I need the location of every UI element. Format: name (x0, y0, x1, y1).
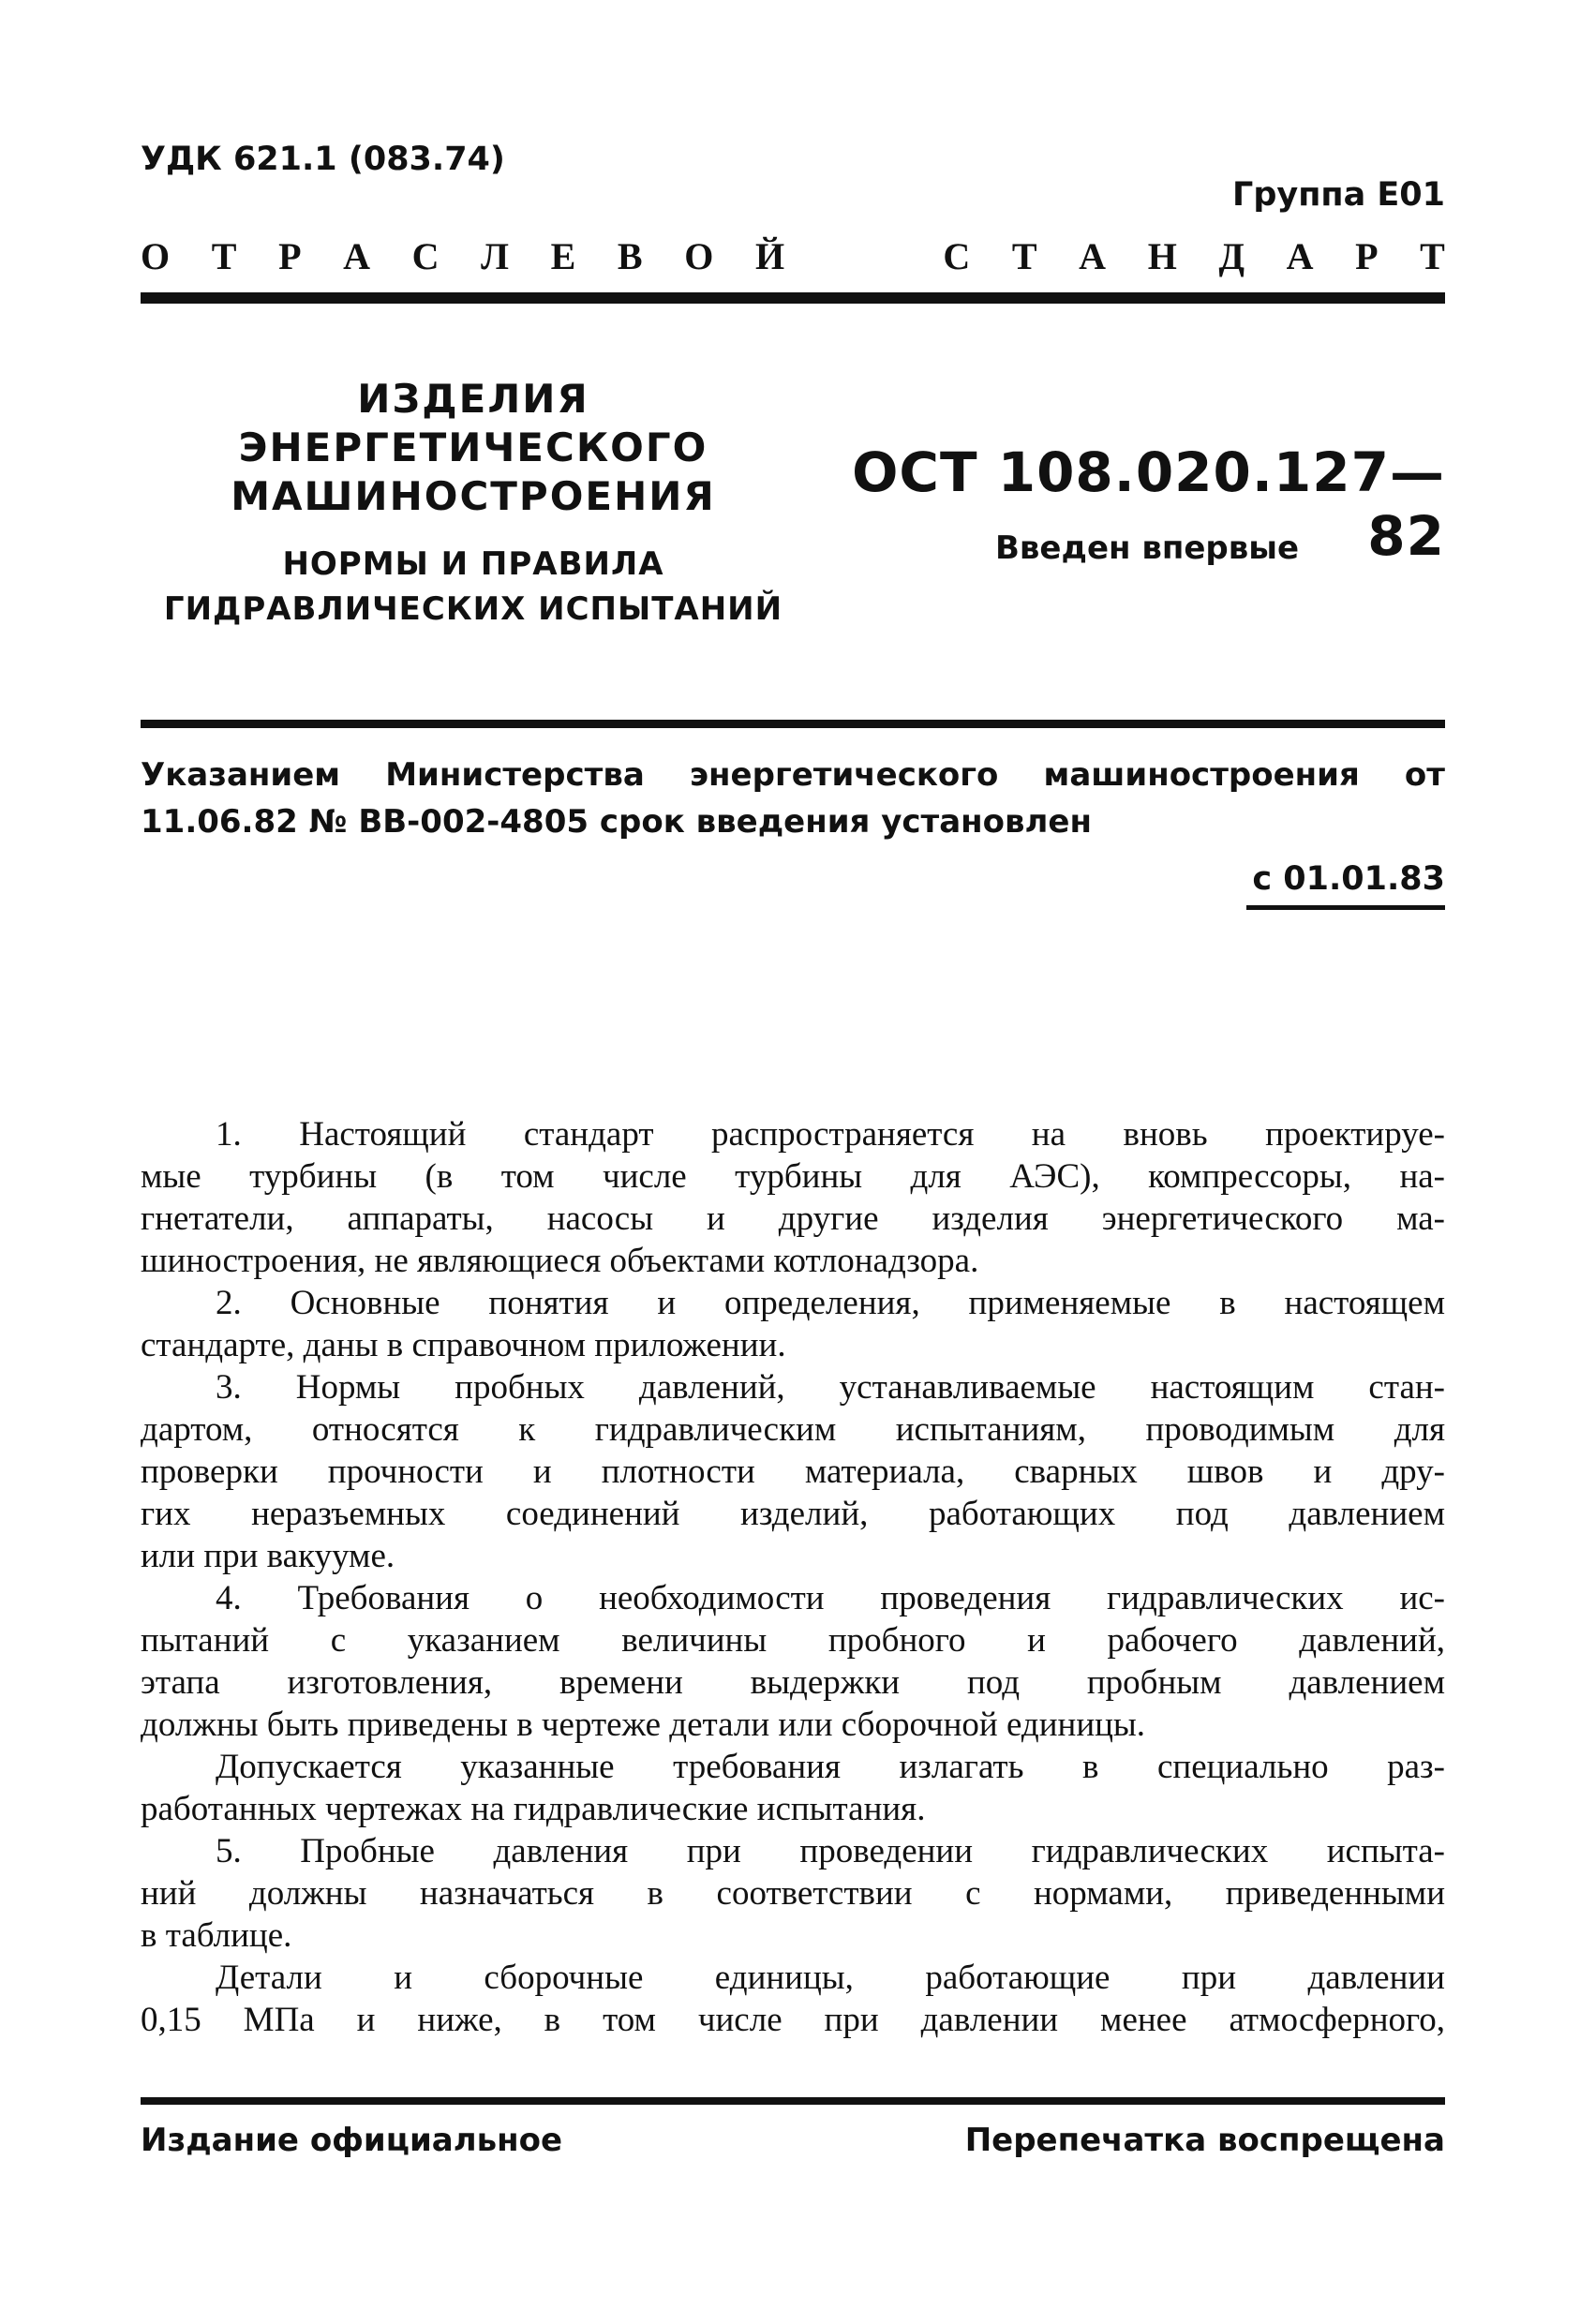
banner-letter: Т (211, 235, 237, 277)
body-text (141, 1113, 1445, 2041)
body-line: шиностроения, не являющиеся объектами котлонадзора. (141, 1242, 979, 1280)
banner-letter: С (411, 235, 440, 277)
banner-letter: Р (278, 235, 302, 277)
instruction-line: Указанием Министерства энергетического машиностроения от (141, 756, 1445, 794)
body-line: должны быть приведены в чертеже детали или сборочной единицы. (141, 1706, 1146, 1744)
body-line: Допускается указанные требования излагать в специально раз- (216, 1748, 1445, 1786)
middle-divider (141, 720, 1445, 728)
body-line: пытаний с указанием величины пробного и рабочего давлений, (141, 1621, 1445, 1660)
footer-divider (141, 2097, 1445, 2105)
body-line: ний должны назначаться в соответствии с нормами, приведенными (141, 1874, 1445, 1913)
banner-letter: А (343, 235, 371, 277)
banner-letter: Т (1011, 235, 1037, 277)
standard-number: ОСТ 108.020.127—82 (852, 440, 1445, 568)
subtitle-line: ГИДРАВЛИЧЕСКИХ ИСПЫТАНИЙ (163, 590, 783, 628)
body-line: проверки прочности и плотности материала, сварных швов и дру- (141, 1452, 1445, 1491)
top-divider (141, 292, 1445, 304)
title-main (141, 375, 806, 521)
banner-letter: С (943, 235, 971, 277)
body-line: Детали и сборочные единицы, работающие при давлении (216, 1959, 1445, 1997)
official-edition-note: Издание официальное (141, 2122, 563, 2159)
banner-letter: Й (754, 235, 785, 277)
body-line: 2. Основные понятия и определения, применяемые в настоящем (216, 1284, 1445, 1322)
effective-date: с 01.01.83 (1252, 860, 1445, 898)
banner-letter: А (1079, 235, 1107, 277)
banner-letter: Л (481, 235, 509, 277)
body-line: 0,15 МПа и ниже, в том числе при давлении менее атмосферного, (141, 2001, 1445, 2039)
banner-gap (827, 234, 902, 278)
banner-letter: Н (1147, 235, 1177, 277)
instruction-text (141, 752, 1445, 845)
reprint-prohibited-note: Перепечатка воспрещена (964, 2122, 1445, 2159)
title-subtitle (141, 542, 806, 632)
banner-letter: О (141, 235, 171, 277)
document-title (141, 375, 806, 632)
instruction-line: 11.06.82 № ВВ-002-4805 срок введения установлен (141, 803, 1092, 841)
body-line: 4. Требования о необходимости проведения гидравлических ис- (216, 1579, 1445, 1617)
body-line: 5. Пробные давления при проведении гидравлических испыта- (216, 1832, 1445, 1870)
banner-letter: Е (550, 235, 576, 277)
body-line: или при вакууме. (141, 1537, 395, 1575)
body-line: гих неразъемных соединений изделий, работающих под давлением (141, 1495, 1445, 1533)
banner-letter: О (684, 235, 714, 277)
banner-letter: А (1286, 235, 1314, 277)
group-code: Группа Е01 (1232, 176, 1445, 214)
body-line: стандарте, даны в справочном приложении. (141, 1326, 786, 1364)
banner-letter: Р (1355, 235, 1379, 277)
subtitle-line: НОРМЫ И ПРАВИЛА (282, 545, 664, 583)
banner-letter: В (617, 235, 643, 277)
banner-letter: Д (1218, 235, 1245, 277)
introduced-note: Введен впервые (995, 529, 1300, 567)
body-line: 3. Нормы пробных давлений, устанавливаемые настоящим стан- (216, 1368, 1445, 1407)
body-line: в таблице. (141, 1916, 292, 1955)
banner-letter: Т (1420, 235, 1445, 277)
effective-date-underline (1246, 905, 1445, 910)
title-line: ИЗДЕЛИЯ (357, 376, 589, 422)
body-line: дартом, относятся к гидравлическим испытаниям, проводимым для (141, 1410, 1445, 1449)
body-line: работанных чертежах на гидравлические испытания. (141, 1790, 926, 1828)
banner-industry-standard (141, 234, 1445, 278)
body-line: этапа изготовления, времени выдержки под пробным давлением (141, 1663, 1445, 1702)
udk-code: УДК 621.1 (083.74) (141, 141, 505, 178)
body-line: 1. Настоящий стандарт распространяется на вновь проектируе- (216, 1115, 1445, 1154)
title-line: МАШИНОСТРОЕНИЯ (231, 473, 716, 519)
body-line: гнетатели, аппараты, насосы и другие изделия энергетического ма- (141, 1199, 1445, 1238)
title-line: ЭНЕРГЕТИЧЕСКОГО (238, 425, 708, 470)
body-line: мые турбины (в том числе турбины для АЭС), компрессоры, на- (141, 1157, 1445, 1196)
